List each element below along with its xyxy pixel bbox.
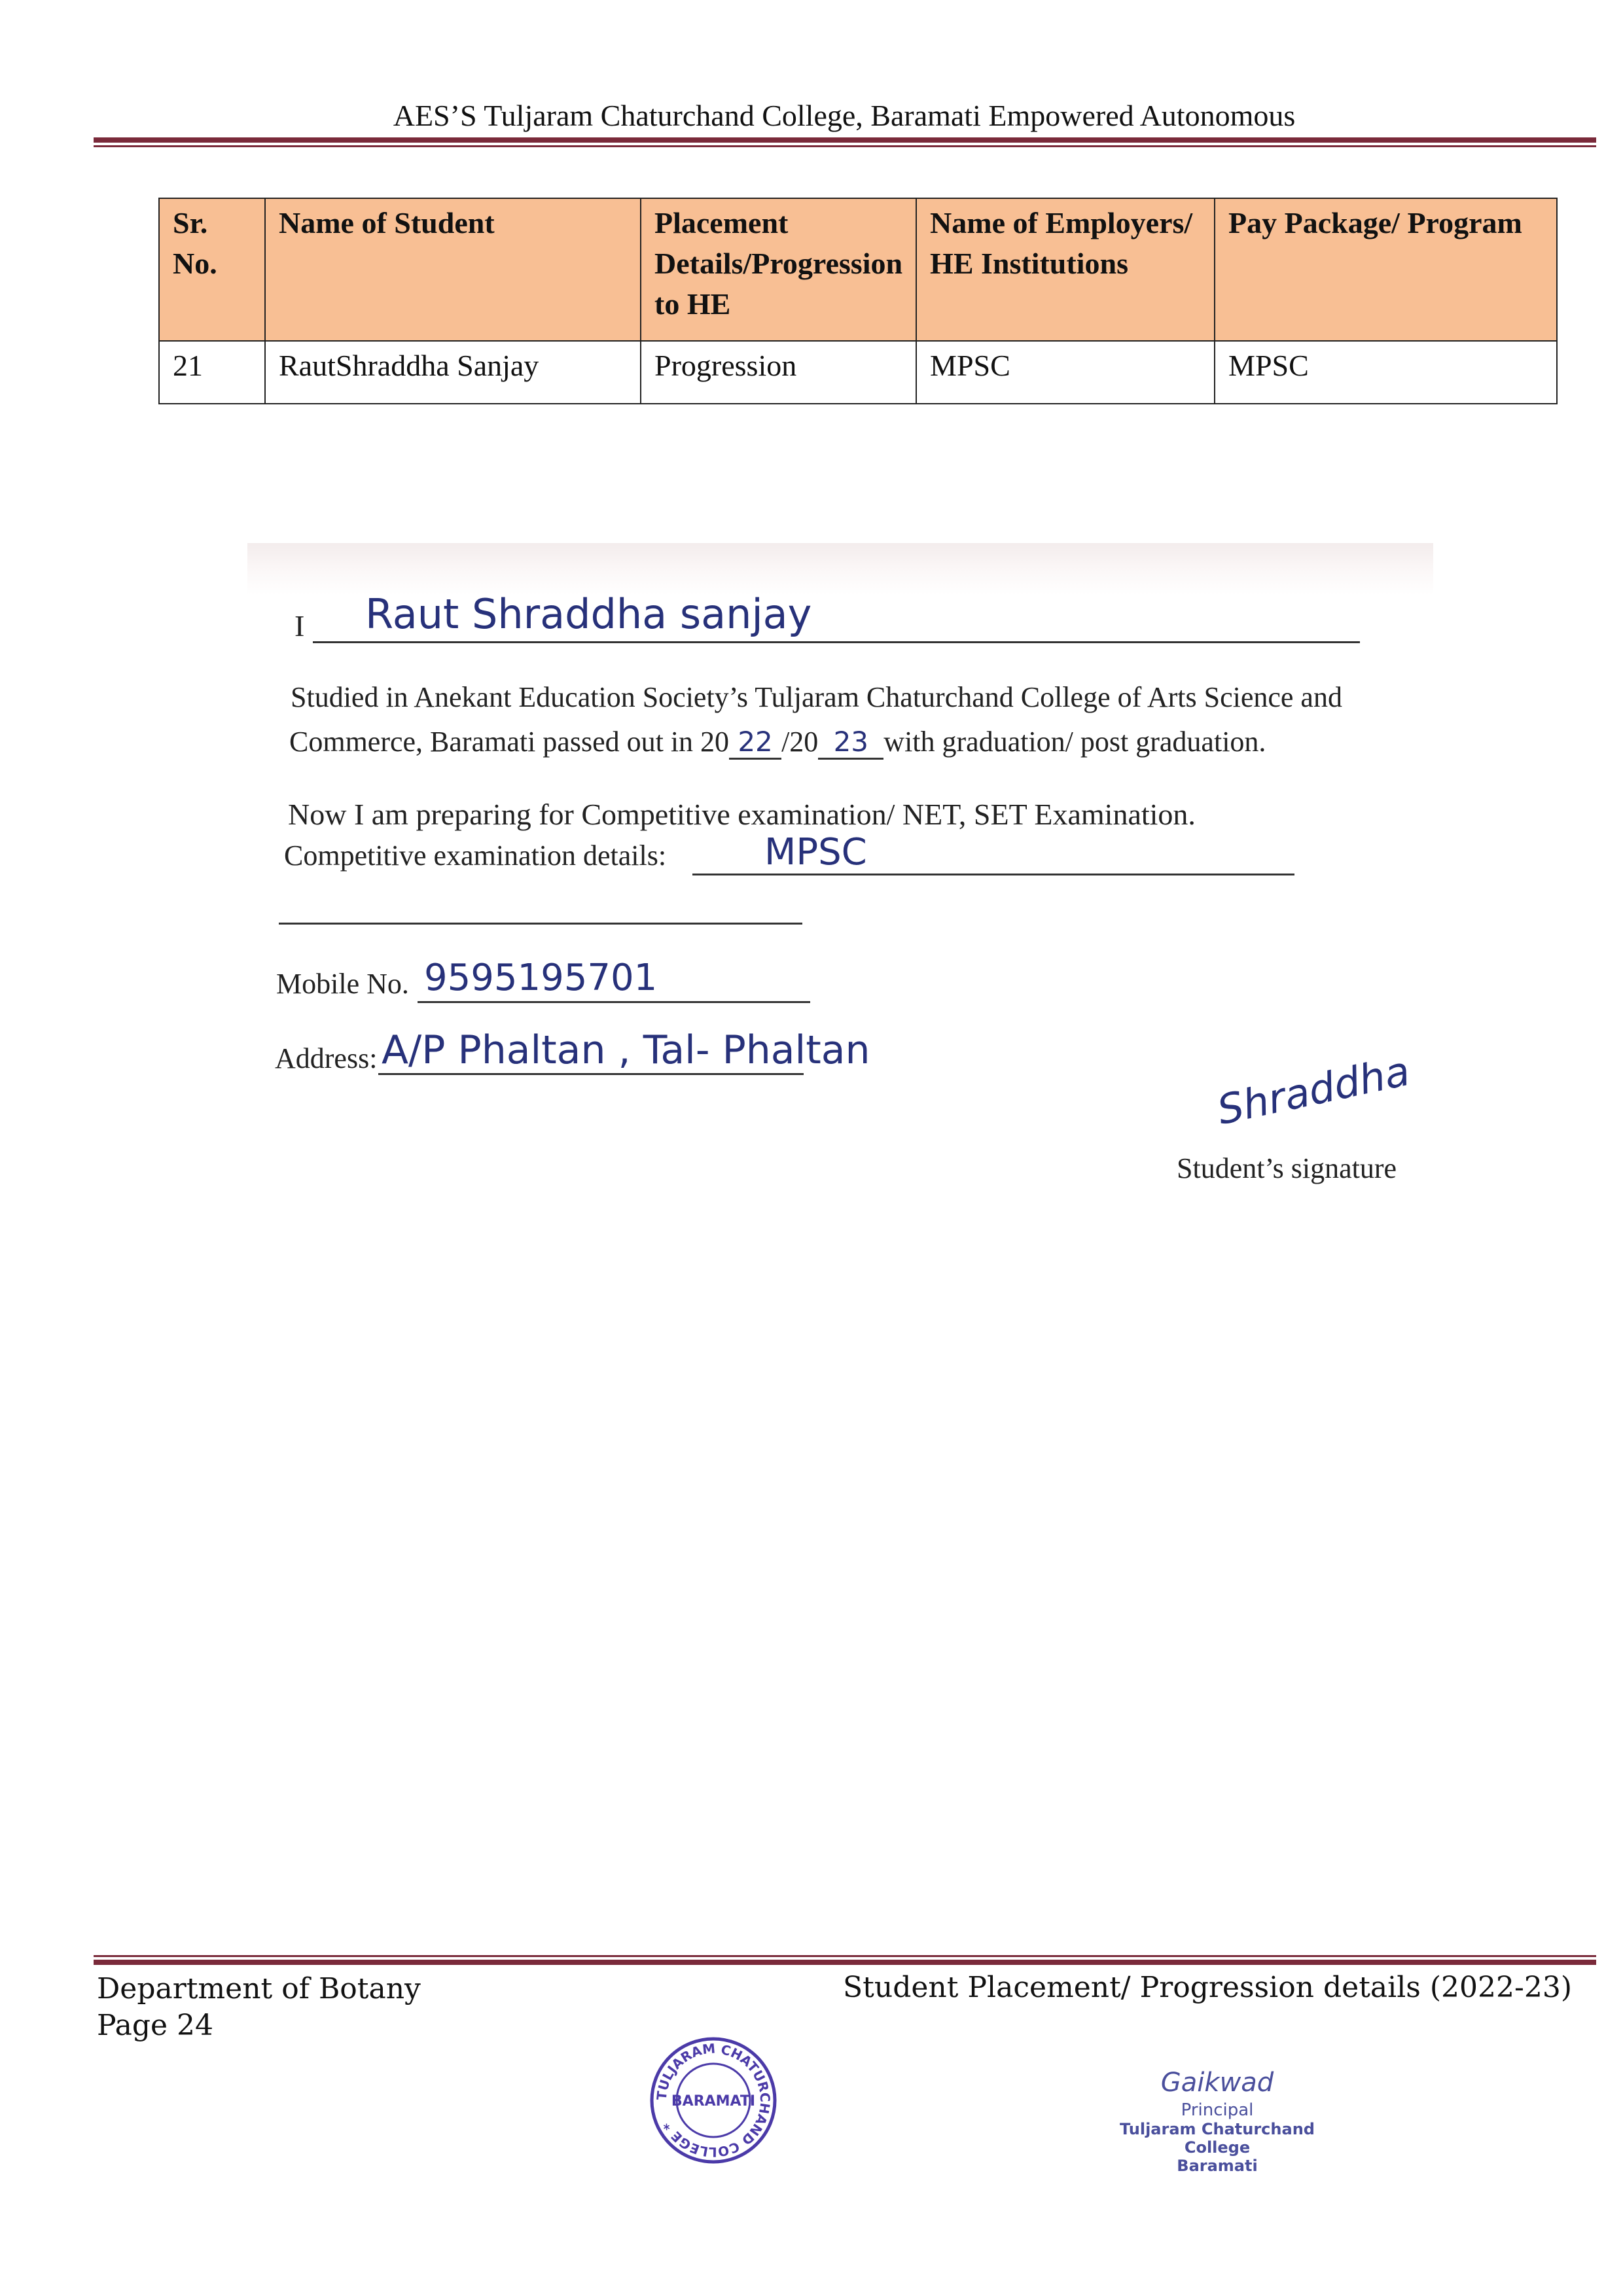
student-signature-handwritten: Shraddha: [1213, 1046, 1414, 1135]
name-underline: [313, 641, 1360, 643]
footer-right-text: Student Placement/ Progression details (2022-23): [843, 1971, 1572, 2004]
studied-line-2: [289, 725, 1266, 760]
address-label: Address:: [275, 1042, 378, 1074]
seal-ring-text: TULJARAM CHATURCHAND COLLEGE *: [653, 2040, 774, 2161]
principal-college: Tuljaram Chaturchand College: [1120, 2120, 1315, 2157]
mobile-handwritten: 9595195701: [424, 957, 658, 999]
studied-line-1: Studied in Anekant Education Society’s Tuljaram Chaturchand College of Arts Science and: [291, 681, 1342, 713]
mobile-underline: [418, 1001, 810, 1003]
scanned-declaration-form: [247, 543, 1433, 1204]
exam-details-label: Competitive examination details:: [284, 839, 667, 872]
student-name-handwritten: Raut Shraddha sanjay: [365, 590, 812, 638]
header-pay-package: Pay Package/ Program: [1215, 198, 1557, 341]
seal-center-text: BARAMATI: [671, 2093, 756, 2110]
extra-blank-underline: [279, 923, 802, 925]
header-rule-thin: [94, 145, 1596, 147]
placement-table: [158, 198, 1558, 404]
address-handwritten: A/P Phaltan , Tal- Phaltan: [382, 1027, 870, 1073]
footer-page-number: Page 24: [97, 2009, 214, 2042]
exam-details-underline: [692, 874, 1294, 875]
table-row: [159, 341, 1557, 404]
table-header-row: [159, 198, 1557, 341]
form-i-label: I: [294, 609, 305, 643]
cell-student-name: RautShraddha Sanjay: [265, 341, 641, 404]
year-to-handwritten: 23: [818, 726, 883, 760]
address-underline: [378, 1073, 804, 1075]
student-signature-label: Student’s signature: [1177, 1152, 1397, 1184]
page-header-title: AES’S Tuljaram Chaturchand College, Baramati Empowered Autonomous: [393, 99, 1296, 132]
studied-line-2a: Commerce, Baramati passed out in 20: [289, 726, 730, 758]
exam-details-handwritten: MPSC: [764, 831, 867, 874]
header-placement-details: Placement Details/Progression to HE: [641, 198, 916, 341]
cell-placement: Progression: [641, 341, 916, 404]
cell-sr-no: 21: [159, 341, 265, 404]
header-rule-thick: [94, 137, 1596, 143]
year-from-handwritten: 22: [729, 726, 781, 760]
footer-rule-thin: [94, 1955, 1596, 1957]
header-student-name: Name of Student: [265, 198, 641, 341]
principal-title: Principal: [1181, 2100, 1254, 2120]
preparing-text: Now I am preparing for Competitive examination/ NET, SET Examination.: [288, 798, 1196, 831]
header-sr-no: Sr. No.: [159, 198, 265, 341]
header-employer: Name of Employers/ HE Institutions: [916, 198, 1215, 341]
footer-department: Department of Botany: [97, 1972, 421, 2005]
footer-left: [97, 1971, 421, 2044]
cell-pay-package: MPSC: [1215, 341, 1557, 404]
college-seal-stamp: [648, 2035, 779, 2166]
studied-line-2c: with graduation/ post graduation.: [883, 726, 1266, 758]
principal-city: Baramati: [1177, 2157, 1258, 2175]
studied-line-2b: /20: [781, 726, 819, 758]
principal-signature-handwritten: Gaikwad: [1160, 2068, 1274, 2098]
principal-stamp: [1093, 2068, 1342, 2175]
cell-employer: MPSC: [916, 341, 1215, 404]
mobile-label: Mobile No.: [276, 968, 409, 1000]
footer-rule-thick: [94, 1960, 1596, 1965]
